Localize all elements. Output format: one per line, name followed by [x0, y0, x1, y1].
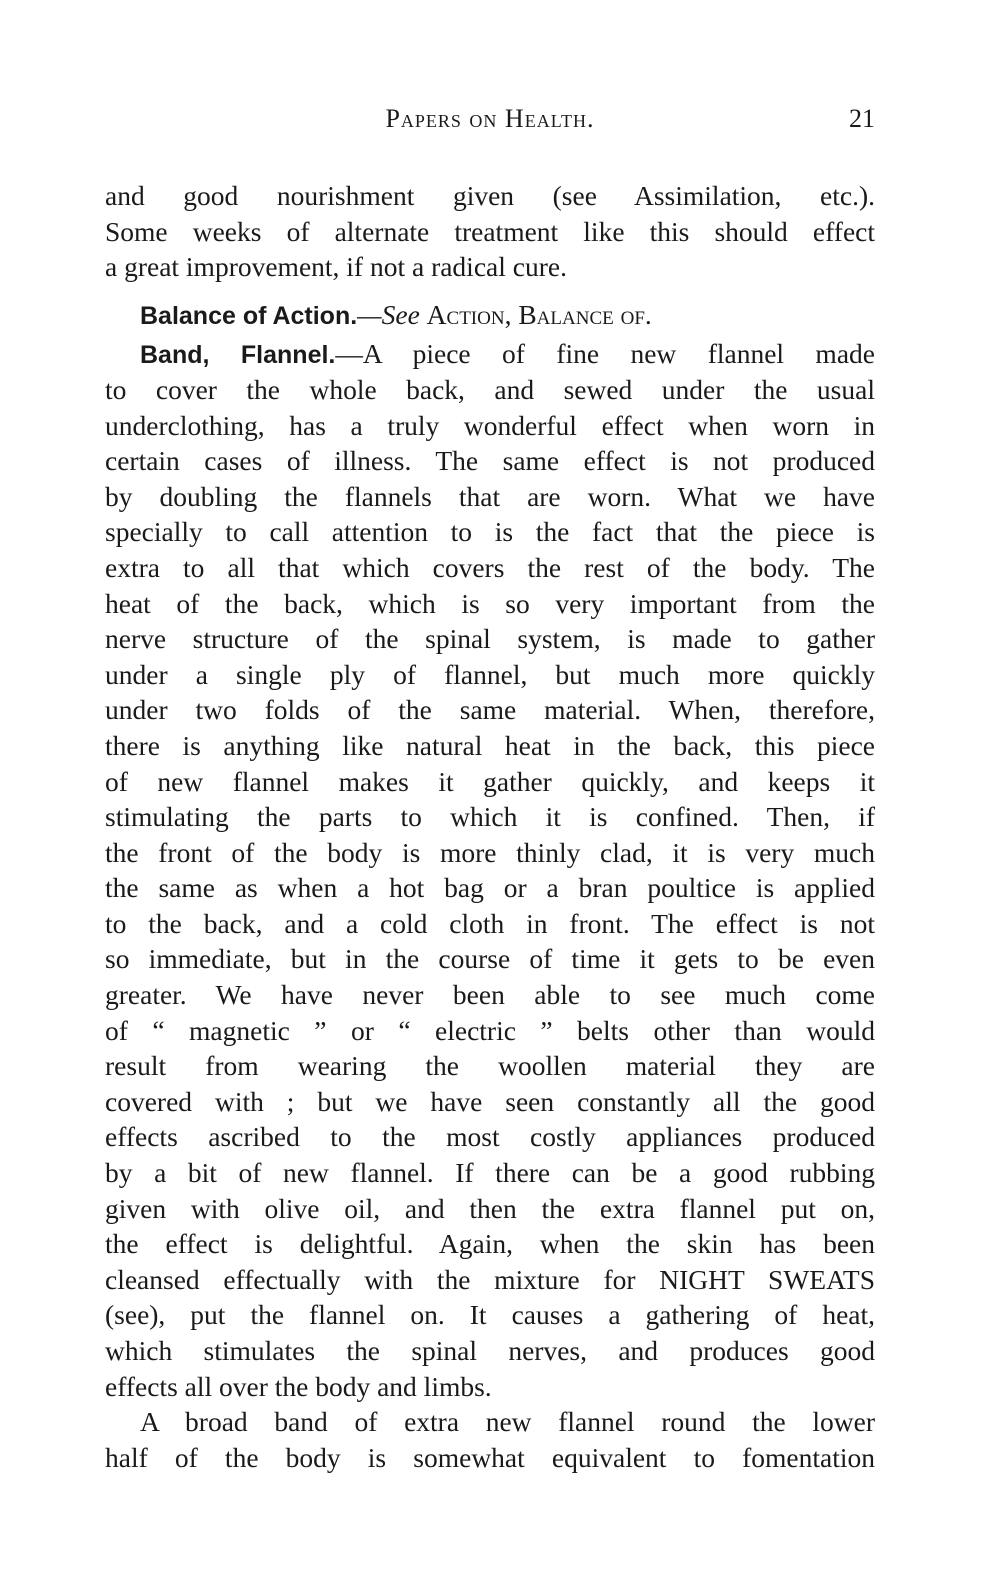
text-line: given with olive oil, and then the extra flannel put on, [105, 1192, 875, 1224]
text-line: heat of the back, which is so very important from the [105, 587, 875, 619]
text-line: half of the body is somewhat equivalent to fomentation [105, 1441, 875, 1473]
text-line: under two folds of the same material. When, therefore, [105, 694, 875, 726]
text-line: there is anything like natural heat in the back, this piece [105, 729, 875, 761]
text-line: specially to call attention to is the fact that the piece is [105, 516, 875, 548]
entry-balance-of-action [105, 297, 875, 333]
entry-first-line-text: —A piece of fine new flannel made [335, 338, 875, 370]
paragraph-continuation [105, 178, 875, 285]
page-number: 21 [849, 104, 875, 133]
text-line: A broad band of extra new flannel round the lower [140, 1406, 875, 1438]
text-line: the effect is delightful. Again, when the skin has been [105, 1228, 875, 1260]
text-line: greater. We have never been able to see much come [105, 979, 875, 1011]
text-line: to the back, and a cold cloth in front. The effect is not [105, 907, 875, 939]
body-text [105, 178, 875, 1475]
text-line: under a single ply of flannel, but much more quickly [105, 658, 875, 690]
text-line: the same as when a hot bag or a bran poultice is applied [105, 872, 875, 904]
text-line: of new flannel makes it gather quickly, and keeps it [105, 765, 875, 797]
entry-band-flannel [105, 336, 875, 1404]
text-line: so immediate, but in the course of time it gets to be even [105, 943, 875, 975]
text-line: a great improvement, if not a radical cure. [105, 251, 567, 283]
text-line: which stimulates the spinal nerves, and produces good [105, 1335, 875, 1366]
text-line: certain cases of illness. The same effect is not produced [105, 445, 875, 477]
paragraph-broad-band [105, 1404, 875, 1475]
text-line: covered with ; but we have seen constantly all the good [105, 1085, 875, 1117]
text-line: Some weeks of alternate treatment like this should effect [105, 215, 875, 247]
text-line: effects all over the body and limbs. [105, 1370, 492, 1402]
text-line: result from wearing the woollen material they are [105, 1050, 875, 1082]
text-line: stimulating the parts to which it is confined. Then, if [105, 801, 875, 833]
text-line: and good nourishment given (see Assimilation, etc.). [105, 180, 875, 211]
entry-heading: Band, Flannel. [140, 341, 336, 370]
text-line: by a bit of new flannel. If there can be a good rubbing [105, 1157, 875, 1189]
text-line: extra to all that which covers the rest of the body. The [105, 551, 875, 583]
text-line: cleansed effectually with the mixture for NIGHT SWEATS [105, 1263, 875, 1295]
text-line: to cover the whole back, and sewed under the usual [105, 373, 875, 405]
running-title: Papers on Health. [385, 104, 595, 133]
cross-reference: Action, Balance of. [426, 298, 652, 330]
text-line: (see), put the flannel on. It causes a gathering of heat, [105, 1299, 875, 1331]
entry-first-line [105, 336, 875, 372]
page-header [105, 104, 875, 144]
text-line: nerve structure of the spinal system, is made to gather [105, 623, 875, 655]
text-line: the front of the body is more thinly clad, it is very much [105, 836, 875, 868]
text-line: underclothing, has a truly wonderful effect when worn in [105, 409, 875, 441]
entry-heading: Balance of Action. [140, 301, 358, 330]
text-line: effects ascribed to the most costly appliances produced [105, 1121, 875, 1153]
see-prefix: —See [357, 298, 420, 330]
text-line: of “ magnetic ” or “ electric ” belts other than would [105, 1014, 875, 1046]
text-line: by doubling the flannels that are worn. What we have [105, 480, 875, 512]
